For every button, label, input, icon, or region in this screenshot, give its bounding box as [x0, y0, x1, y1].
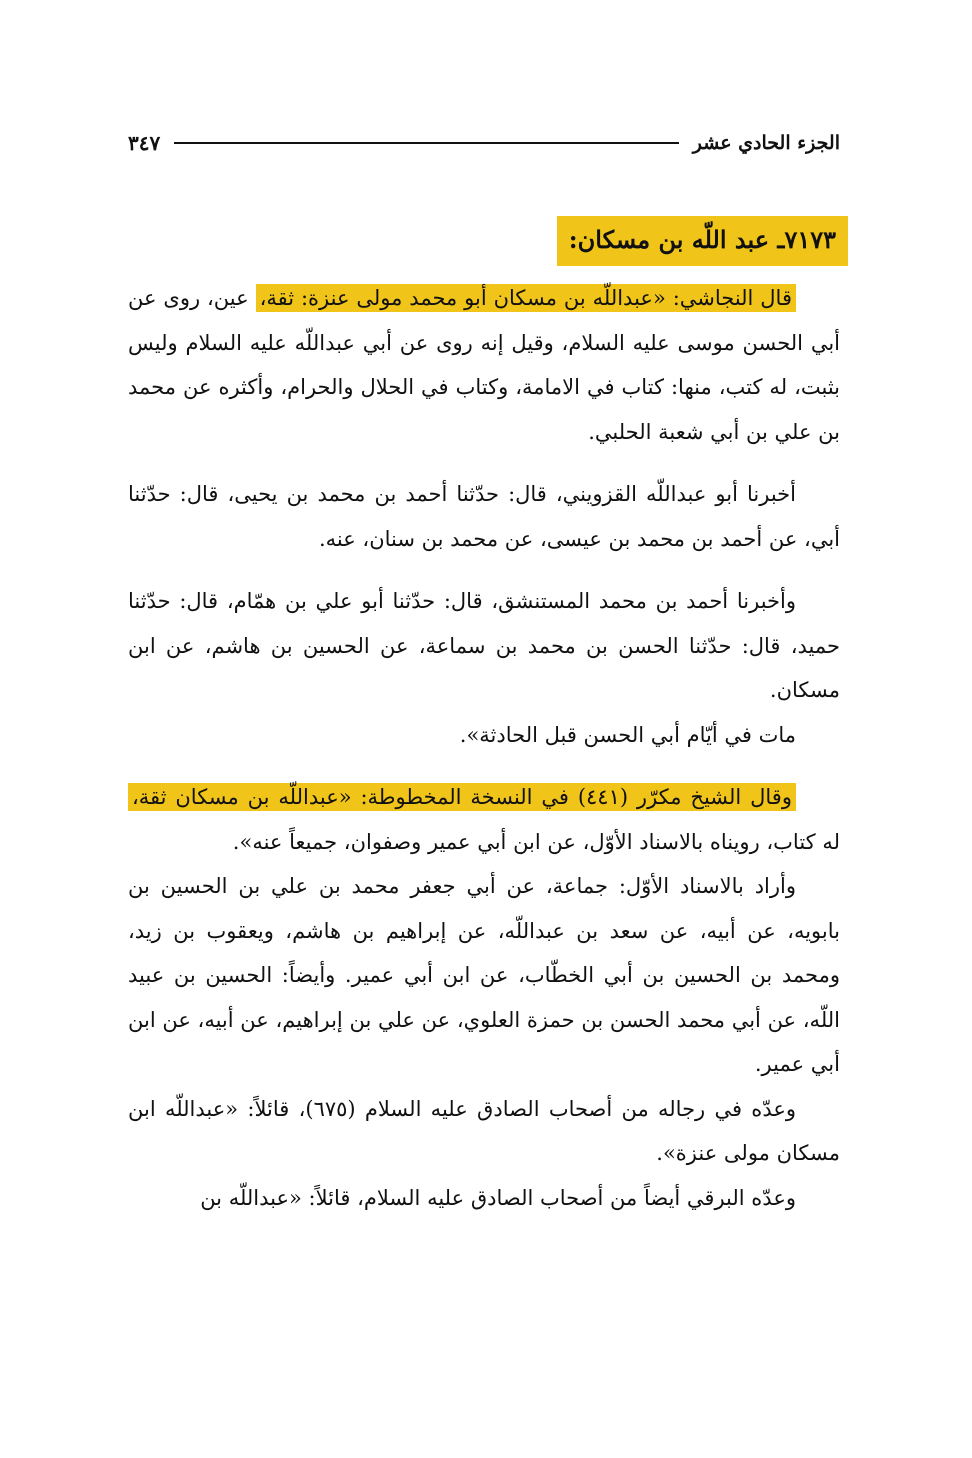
- running-header: [128, 128, 840, 158]
- page-number: ٣٤٧: [128, 131, 161, 155]
- entry-heading: ٧١٧٣ـ عبد اللّه بن مسكان:: [557, 216, 848, 266]
- paragraph-text: عين، روى عن أبي الحسن موسى عليه السلام، وقيل إنه روى عن أبي عبداللّه عليه السلام وليس بثبت، له كتب، منها: كتاب في الامامة، وكتاب في الحلال والحرام، وأكثره عن محمد بن علي بن أبي شعبة الحلبي.: [128, 286, 840, 444]
- paragraph-death-note: مات في أيّام أبي الحسن قبل الحادثة».: [459, 722, 796, 747]
- paragraph-isnad: وأراد بالاسناد الأوّل: جماعة، عن أبي جعفر محمد بن علي بن الحسين بن بابويه، عن أبيه، عن سعد بن عبداللّه، عن إبراهيم بن هاشم، ويعقوب بن زيد، ومحمد بن الحسين بن أبي الخطّاب، عن ابن أبي عمير. وأيضاً: الحسين بن عبيد اللّه، عن أبي محمد الحسن بن حمزة العلوي، عن علي بن إبراهيم، عن أبيه، عن ابن أبي عمير.: [128, 874, 840, 1076]
- page-body: [128, 216, 840, 1220]
- highlighted-quote: قال النجاشي: «عبداللّه بن مسكان أبو محمد مولى عنزة: ثقة،: [256, 284, 796, 312]
- paragraph-rijal: وعدّه في رجاله من أصحاب الصادق عليه السلام (٦٧٥)، قائلاً: «عبداللّه ابن مسكان مولى عنزة».: [128, 1096, 840, 1165]
- highlighted-quote: وقال الشيخ مكرّر (٤٤١) في النسخة المخطوطة: «عبداللّه بن مسكان ثقة،: [128, 783, 796, 811]
- paragraph-chain-1: أخبرنا أبو عبداللّه القزويني، قال: حدّثنا أحمد بن محمد بن يحيى، قال: حدّثنا أبي، عن أحمد بن محمد بن عيسى، عن محمد بن سنان، عنه.: [128, 482, 840, 551]
- paragraph-text: له كتاب، رويناه بالاسناد الأوّل، عن ابن أبي عمير وصفوان، جميعاً عنه».: [232, 829, 840, 854]
- paragraph-shaykh: [128, 775, 840, 864]
- header-rule: [174, 142, 679, 144]
- paragraph-chain-2: وأخبرنا أحمد بن محمد المستنشق، قال: حدّثنا أبو علي بن همّام، قال: حدّثنا حميد، قال: حدّثنا الحسن بن محمد بن سماعة، عن الحسين بن هاشم، عن ابن مسكان.: [128, 589, 840, 702]
- running-title: الجزء الحادي عشر: [692, 132, 840, 154]
- paragraph-barqi: وعدّه البرقي أيضاً من أصحاب الصادق عليه السلام، قائلاً: «عبداللّه بن: [200, 1185, 796, 1210]
- paragraph-najashi: [128, 276, 840, 454]
